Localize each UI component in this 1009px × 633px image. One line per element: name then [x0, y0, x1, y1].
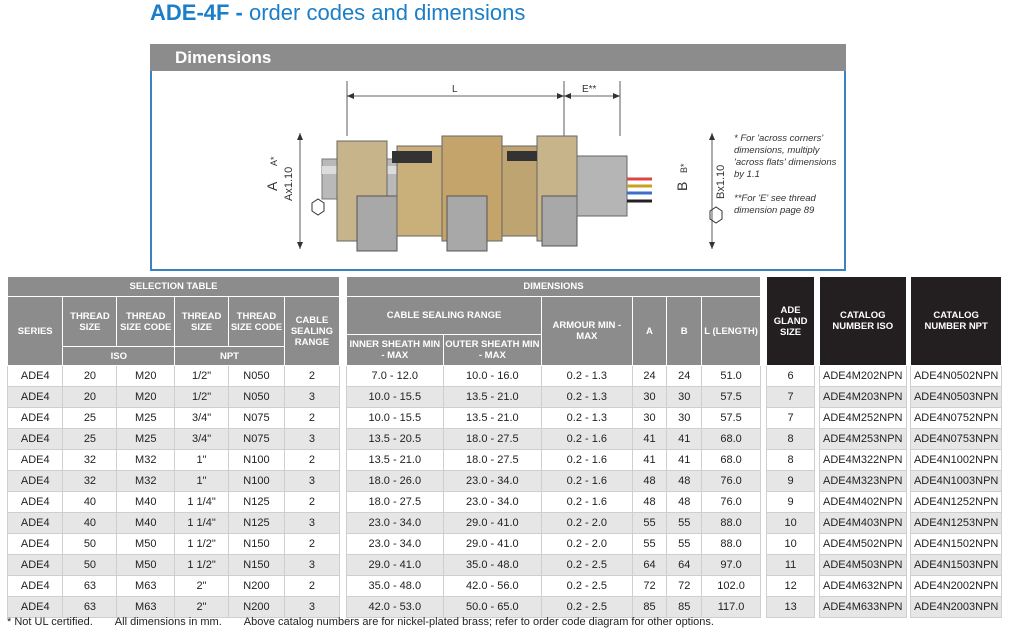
- table-cell: 64: [667, 555, 702, 576]
- table-row: [767, 429, 1002, 450]
- table-cell: N125: [229, 492, 285, 513]
- table-cell: ADE4: [8, 492, 63, 513]
- table-cell: 8: [767, 429, 815, 450]
- table-cell: ADE4: [8, 429, 63, 450]
- label-E: E**: [582, 84, 597, 95]
- table-row: [767, 534, 1002, 555]
- table-row: [8, 576, 340, 597]
- table-cell: 30: [632, 387, 667, 408]
- table-cell: 18.0 - 27.5: [443, 450, 542, 471]
- table-cell: M25: [117, 429, 175, 450]
- table-cell: ADE4: [8, 471, 63, 492]
- label-A-star: A*: [269, 156, 279, 166]
- table-cell: 76.0: [702, 471, 761, 492]
- gland-drawing: [152, 71, 732, 267]
- table-row: [347, 387, 761, 408]
- table-row: [347, 450, 761, 471]
- table-cell: 0.2 - 1.6: [542, 429, 632, 450]
- table-cell: 13.5 - 21.0: [347, 450, 444, 471]
- table-row: [767, 492, 1002, 513]
- table-row: [347, 492, 761, 513]
- table-cell: ADE4: [8, 555, 63, 576]
- table-cell: 13.5 - 21.0: [443, 408, 542, 429]
- table-cell: 0.2 - 2.0: [542, 534, 632, 555]
- table-cell: 72: [632, 576, 667, 597]
- table-row: [347, 429, 761, 450]
- table-cell: 10.0 - 15.5: [347, 387, 444, 408]
- table-cell: 1 1/2": [175, 555, 229, 576]
- table-cell: 32: [63, 450, 117, 471]
- table-cell: ADE4M203NPN: [819, 387, 906, 408]
- table-cell: 68.0: [702, 429, 761, 450]
- table-cell: M20: [117, 366, 175, 387]
- table-cell: ADE4N1253NPN: [911, 513, 1002, 534]
- table-cell: ADE4M252NPN: [819, 408, 906, 429]
- table-cell: 68.0: [702, 450, 761, 471]
- table-cell: 97.0: [702, 555, 761, 576]
- table-cell: 48: [667, 492, 702, 513]
- table-row: [8, 597, 340, 618]
- table-cell: 1/2": [175, 387, 229, 408]
- table-cell: ADE4N0502NPN: [911, 366, 1002, 387]
- dimensions-header: Dimensions: [150, 44, 846, 71]
- table-cell: 13: [767, 597, 815, 618]
- table-cell: ADE4M322NPN: [819, 450, 906, 471]
- table-cell: 25: [63, 408, 117, 429]
- table-cell: 55: [632, 534, 667, 555]
- table-cell: 9: [767, 471, 815, 492]
- table-cell: ADE4M502NPN: [819, 534, 906, 555]
- table-cell: N100: [229, 471, 285, 492]
- table-cell: ADE4: [8, 513, 63, 534]
- table-cell: ADE4N1503NPN: [911, 555, 1002, 576]
- table-cell: 20: [63, 387, 117, 408]
- selection-title: SELECTION TABLE: [8, 277, 340, 297]
- catalog-table: ADE GLAND SIZE CATALOG NUMBER ISO CATALOG NUMBER NPT 6 ADE4M202NPN ADE4N0502NPN 7 ADE4M203NPN ADE4N0503NPN 7 ADE4M252NPN ADE4N0752NPN 8 ADE4M253NPN ADE4N0753NPN 8 ADE4M322NPN ADE4N1002NPN 9 ADE4M323NPN ADE4N1003NPN 9 ADE4M402NPN ADE4N1252NPN 10 ADE4M403NPN ADE4N1253NPN 10 ADE4M502NPN ADE4N1502NPN 11 ADE4M503NPN ADE4N1503NPN 12 ADE4M632NPN ADE4N2002NPN 13 ADE4M633NPN ADE4N2003NPN: [766, 276, 1002, 618]
- label-A: A: [264, 181, 280, 191]
- table-cell: M40: [117, 492, 175, 513]
- table-cell: 30: [632, 408, 667, 429]
- table-cell: 30: [667, 387, 702, 408]
- table-cell: 50: [63, 555, 117, 576]
- table-cell: 3: [284, 555, 339, 576]
- table-cell: N075: [229, 408, 285, 429]
- dimensions-table: DIMENSIONS CABLE SEALING RANGE ARMOUR MIN - MAX A B L (LENGTH) INNER SHEATH MIN - MAX OUTER SHEATH MIN - MAX 7.0 - 12.0 10.0 - 16.0 0.2 - 1.3 24 24 51.0 10.0 - 15.5 13.5 - 21.0 0.2 - 1.3 30 30 57.5 10.0 - 15.5 13.5 - 21.0 0.2 - 1.3 30 30 57.5 13.5 - 20.5 18.0 - 27.5 0.2 - 1.6 41 41 68.0 13.5 - 21.0 18.0 - 27.5 0.2 - 1.6 41 41 68.0 18.0 - 26.0 23.0 - 34.0 0.2 - 1.6 48 48 76.0 18.0 - 27.5 23.0 - 34.0 0.2 - 1.6 48 48 76.0 23.0 - 34.0 29.0 - 41.0 0.2 - 2.0 55 55 88.0 23.0 - 34.0 29.0 - 41.0 0.2 - 2.0 55 55 88.0 29.0 - 41.0 35.0 - 48.0 0.2 - 2.5 64 64 97.0 35.0 - 48.0 42.0 - 56.0 0.2 - 2.5 72 72 102.0 42.0 - 53.0 50.0 - 65.0 0.2 - 2.5 85 85 117.0: [346, 276, 761, 618]
- table-cell: 12: [767, 576, 815, 597]
- table-cell: 2: [284, 450, 339, 471]
- table-cell: 0.2 - 1.3: [542, 387, 632, 408]
- table-cell: 2": [175, 597, 229, 618]
- table-cell: 76.0: [702, 492, 761, 513]
- table-cell: 88.0: [702, 534, 761, 555]
- table-cell: M20: [117, 387, 175, 408]
- table-cell: 3: [284, 429, 339, 450]
- table-row: [8, 429, 340, 450]
- table-cell: ADE4N0753NPN: [911, 429, 1002, 450]
- table-cell: ADE4: [8, 387, 63, 408]
- table-cell: 18.0 - 27.5: [347, 492, 444, 513]
- table-cell: 64: [632, 555, 667, 576]
- table-cell: ADE4M632NPN: [819, 576, 906, 597]
- dimensions-title: DIMENSIONS: [347, 277, 761, 297]
- table-cell: 10: [767, 513, 815, 534]
- drawing-notes: * For 'across corners' dimensions, multiply 'across flats' dimensions by 1.1 **For 'E' see thread dimension page 89: [734, 133, 837, 216]
- table-cell: 1/2": [175, 366, 229, 387]
- table-cell: 10.0 - 15.5: [347, 408, 444, 429]
- table-cell: 2: [284, 534, 339, 555]
- table-cell: M50: [117, 555, 175, 576]
- table-cell: 3/4": [175, 429, 229, 450]
- table-cell: ADE4N0752NPN: [911, 408, 1002, 429]
- table-cell: 57.5: [702, 387, 761, 408]
- table-cell: 29.0 - 41.0: [347, 555, 444, 576]
- table-row: [8, 408, 340, 429]
- label-Ax: Ax1.10: [283, 166, 295, 201]
- footer-notes: * Not UL certified. All dimensions in mm. Above catalog numbers are for nickel-plated brass; refer to order code diagram for other options.: [7, 616, 714, 628]
- table-cell: 20: [63, 366, 117, 387]
- table-cell: M63: [117, 576, 175, 597]
- table-cell: 23.0 - 34.0: [443, 492, 542, 513]
- table-cell: ADE4M402NPN: [819, 492, 906, 513]
- label-Bx: Bx1.10: [715, 164, 727, 199]
- table-cell: N200: [229, 576, 285, 597]
- table-cell: ADE4N2003NPN: [911, 597, 1002, 618]
- table-row: [767, 597, 1002, 618]
- label-B-star: B*: [679, 163, 689, 173]
- table-cell: 1 1/2": [175, 534, 229, 555]
- table-cell: ADE4M503NPN: [819, 555, 906, 576]
- table-cell: 102.0: [702, 576, 761, 597]
- table-cell: 0.2 - 1.6: [542, 450, 632, 471]
- table-cell: M32: [117, 450, 175, 471]
- table-cell: 23.0 - 34.0: [347, 534, 444, 555]
- table-cell: 35.0 - 48.0: [347, 576, 444, 597]
- table-cell: ADE4N1002NPN: [911, 450, 1002, 471]
- table-cell: 85: [667, 597, 702, 618]
- table-cell: ADE4N1003NPN: [911, 471, 1002, 492]
- table-cell: ADE4: [8, 408, 63, 429]
- table-cell: 55: [632, 513, 667, 534]
- table-cell: ADE4: [8, 534, 63, 555]
- table-cell: ADE4N1502NPN: [911, 534, 1002, 555]
- table-row: [347, 513, 761, 534]
- table-row: [8, 471, 340, 492]
- table-cell: M40: [117, 513, 175, 534]
- table-cell: 2: [284, 408, 339, 429]
- table-row: [767, 366, 1002, 387]
- table-cell: M25: [117, 408, 175, 429]
- table-cell: 72: [667, 576, 702, 597]
- table-cell: 48: [667, 471, 702, 492]
- table-cell: 8: [767, 450, 815, 471]
- table-cell: 41: [667, 450, 702, 471]
- table-cell: 42.0 - 56.0: [443, 576, 542, 597]
- table-cell: 1 1/4": [175, 513, 229, 534]
- table-row: [8, 450, 340, 471]
- table-cell: 55: [667, 513, 702, 534]
- table-row: [767, 471, 1002, 492]
- table-cell: M63: [117, 597, 175, 618]
- table-row: [8, 555, 340, 576]
- label-L: L: [452, 84, 458, 95]
- table-cell: 1": [175, 450, 229, 471]
- table-cell: 24: [667, 366, 702, 387]
- table-cell: 32: [63, 471, 117, 492]
- table-cell: N075: [229, 429, 285, 450]
- table-cell: 7: [767, 387, 815, 408]
- table-row: [767, 555, 1002, 576]
- table-cell: 1": [175, 471, 229, 492]
- table-cell: ADE4: [8, 366, 63, 387]
- table-cell: 9: [767, 492, 815, 513]
- table-cell: 13.5 - 21.0: [443, 387, 542, 408]
- table-cell: N150: [229, 534, 285, 555]
- table-cell: 35.0 - 48.0: [443, 555, 542, 576]
- table-cell: 42.0 - 53.0: [347, 597, 444, 618]
- table-row: [347, 555, 761, 576]
- table-cell: 40: [63, 492, 117, 513]
- table-row: [347, 408, 761, 429]
- table-cell: 0.2 - 2.5: [542, 576, 632, 597]
- selection-table: SELECTION TABLE SERIES THREAD SIZE THREAD SIZE CODE THREAD SIZE THREAD SIZE CODE CABLE SEALING RANGE ISO NPT ADE4 20 M20 1/2" N050 2 ADE4 20 M20 1/2" N050 3 ADE4 25 M25 3/4" N075 2 ADE4 25 M25 3/4" N075 3 ADE4 32 M32 1" N100 2 ADE4 32 M32 1" N100 3 ADE4 40 M40 1 1/4" N125 2 ADE4 40 M40 1 1/4" N125 3 ADE4 50 M50 1 1/2" N150 2 ADE4 50 M50 1 1/2" N150 3 ADE4 63 M63 2" N200 2 ADE4 63 M63 2" N200 3: [7, 276, 340, 618]
- table-cell: 41: [632, 450, 667, 471]
- table-cell: 1 1/4": [175, 492, 229, 513]
- table-cell: ADE4M323NPN: [819, 471, 906, 492]
- table-cell: 7: [767, 408, 815, 429]
- table-cell: ADE4M202NPN: [819, 366, 906, 387]
- table-cell: 41: [632, 429, 667, 450]
- table-cell: 30: [667, 408, 702, 429]
- table-cell: 3/4": [175, 408, 229, 429]
- table-cell: ADE4N2002NPN: [911, 576, 1002, 597]
- table-cell: 55: [667, 534, 702, 555]
- table-row: [8, 534, 340, 555]
- table-cell: N050: [229, 387, 285, 408]
- table-cell: N050: [229, 366, 285, 387]
- table-row: [347, 534, 761, 555]
- table-cell: N150: [229, 555, 285, 576]
- table-cell: 3: [284, 513, 339, 534]
- table-cell: ADE4M633NPN: [819, 597, 906, 618]
- table-cell: ADE4: [8, 597, 63, 618]
- table-cell: 25: [63, 429, 117, 450]
- table-cell: ADE4N1252NPN: [911, 492, 1002, 513]
- table-cell: 24: [632, 366, 667, 387]
- table-cell: 57.5: [702, 408, 761, 429]
- table-row: [347, 366, 761, 387]
- table-cell: 51.0: [702, 366, 761, 387]
- table-cell: 2: [284, 576, 339, 597]
- table-row: [8, 513, 340, 534]
- table-cell: 50.0 - 65.0: [443, 597, 542, 618]
- table-row: [767, 513, 1002, 534]
- table-cell: 2": [175, 576, 229, 597]
- table-cell: 88.0: [702, 513, 761, 534]
- table-cell: 2: [284, 366, 339, 387]
- table-cell: 7.0 - 12.0: [347, 366, 444, 387]
- table-cell: 3: [284, 597, 339, 618]
- table-cell: 23.0 - 34.0: [443, 471, 542, 492]
- table-row: [767, 576, 1002, 597]
- table-cell: N200: [229, 597, 285, 618]
- table-cell: ADE4M253NPN: [819, 429, 906, 450]
- table-cell: 18.0 - 26.0: [347, 471, 444, 492]
- table-cell: 29.0 - 41.0: [443, 513, 542, 534]
- table-cell: 13.5 - 20.5: [347, 429, 444, 450]
- table-cell: 117.0: [702, 597, 761, 618]
- table-cell: ADE4: [8, 576, 63, 597]
- table-cell: 0.2 - 1.3: [542, 408, 632, 429]
- table-cell: ADE4N0503NPN: [911, 387, 1002, 408]
- table-cell: N100: [229, 450, 285, 471]
- table-cell: 3: [284, 471, 339, 492]
- table-cell: 85: [632, 597, 667, 618]
- table-cell: 0.2 - 1.6: [542, 471, 632, 492]
- page-title: ADE-4F - order codes and dimensions: [150, 0, 526, 25]
- table-cell: M50: [117, 534, 175, 555]
- table-cell: 29.0 - 41.0: [443, 534, 542, 555]
- table-cell: 23.0 - 34.0: [347, 513, 444, 534]
- table-cell: 2: [284, 492, 339, 513]
- table-cell: 10: [767, 534, 815, 555]
- label-B: B: [674, 181, 690, 191]
- table-cell: 0.2 - 2.5: [542, 555, 632, 576]
- table-row: [347, 576, 761, 597]
- table-row: [8, 387, 340, 408]
- hex-icon: [312, 199, 324, 215]
- table-cell: 3: [284, 387, 339, 408]
- table-row: [8, 492, 340, 513]
- table-cell: 18.0 - 27.5: [443, 429, 542, 450]
- table-cell: 10.0 - 16.0: [443, 366, 542, 387]
- table-row: [347, 471, 761, 492]
- table-cell: 6: [767, 366, 815, 387]
- table-row: [8, 366, 340, 387]
- table-cell: M32: [117, 471, 175, 492]
- table-cell: N125: [229, 513, 285, 534]
- table-cell: 0.2 - 2.5: [542, 597, 632, 618]
- table-cell: 63: [63, 576, 117, 597]
- table-cell: ADE4M403NPN: [819, 513, 906, 534]
- table-cell: 63: [63, 597, 117, 618]
- table-row: [767, 408, 1002, 429]
- table-cell: 48: [632, 492, 667, 513]
- table-cell: 48: [632, 471, 667, 492]
- table-row: [767, 387, 1002, 408]
- table-cell: 0.2 - 1.6: [542, 492, 632, 513]
- table-cell: 0.2 - 1.3: [542, 366, 632, 387]
- table-cell: 0.2 - 2.0: [542, 513, 632, 534]
- table-cell: ADE4: [8, 450, 63, 471]
- table-cell: 40: [63, 513, 117, 534]
- table-cell: 11: [767, 555, 815, 576]
- table-row: [767, 450, 1002, 471]
- table-row: [347, 597, 761, 618]
- table-cell: 41: [667, 429, 702, 450]
- table-cell: 50: [63, 534, 117, 555]
